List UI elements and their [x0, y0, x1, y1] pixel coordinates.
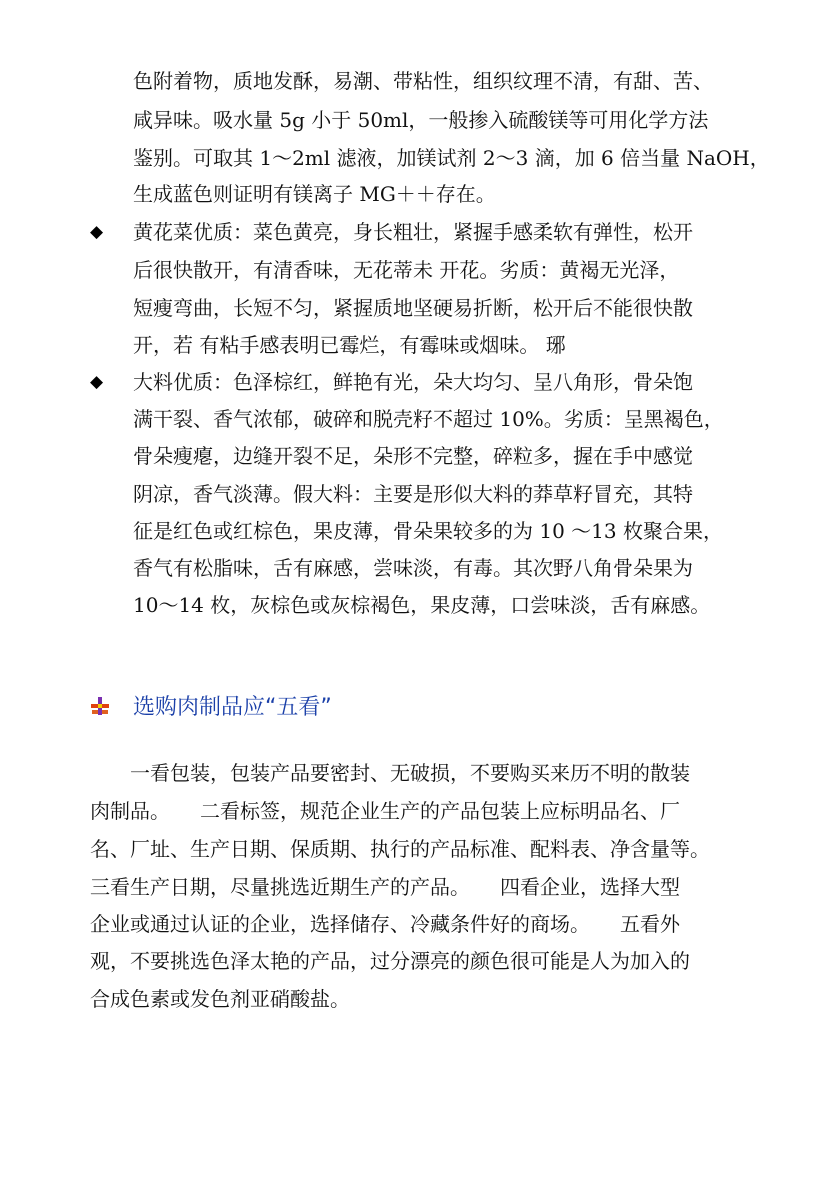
text-line: 短瘦弯曲，长短不匀，紧握质地坚硬易折断，松开后不能很快散: [133, 296, 693, 320]
text-line: 一看包装，包装产品要密封、无破损，不要购买来历不明的散装: [90, 761, 690, 785]
text-line: 色附着物，质地发酥，易潮、带粘性，组织纹理不清，有甜、苦、: [133, 69, 713, 93]
text-line: 观，不要挑选色泽太艳的产品，过分漂亮的颜色很可能是人为加入的: [90, 949, 690, 973]
bullet-diamond-icon: ◆: [90, 372, 104, 392]
text-line: 骨朵瘦瘪，边缝开裂不足，朵形不完整，碎粒多，握在手中感觉: [133, 444, 693, 468]
text-line: 征是红色或红棕色，果皮薄，骨朵果较多的为 10 ～13 枚聚合果，: [133, 519, 723, 543]
text-line: 生成蓝色则证明有镁离子 MG＋＋存在。: [133, 182, 496, 206]
text-line: 开，若 有粘手感表明已霉烂，有霉味或烟味。 琊: [133, 333, 566, 357]
text-line: 大料优质：色泽棕红，鲜艳有光，朵大均匀、呈八角形，骨朵饱: [133, 370, 693, 394]
text-line: 10～14 枚，灰棕色或灰棕褐色，果皮薄，口尝味淡，舌有麻感。: [133, 593, 711, 617]
text-line: 鉴别。可取其 1～2ml 滤液，加镁试剂 2～3 滴，加 6 倍当量 NaOH，: [133, 146, 770, 170]
text-line: 咸异味。吸水量 5g 小于 50ml，一般掺入硫酸镁等可用化学方法: [133, 108, 709, 132]
text-line: 后很快散开，有清香味，无花蒂未 开花。劣质：黄褐无光泽，: [133, 258, 680, 282]
text-line: 阴凉，香气淡薄。假大料：主要是形似大料的莽草籽冒充，其特: [133, 482, 693, 506]
section-title: 选购肉制品应“五看”: [133, 695, 332, 720]
text-line: 满干裂、香气浓郁，破碎和脱壳籽不超过 10%。劣质：呈黑褐色，: [133, 407, 724, 431]
text-line: 名、厂址、生产日期、保质期、执行的产品标准、配料表、净含量等。: [90, 837, 710, 861]
text-line: 香气有松脂味，舌有麻感，尝味淡，有毒。其次野八角骨朵果为: [133, 556, 693, 580]
text-line: 肉制品。 二看标签，规范企业生产的产品包装上应标明品名、厂: [90, 799, 680, 823]
bullet-diamond-icon: ◆: [90, 222, 104, 242]
text-line: 企业或通过认证的企业，选择储存、冷藏条件好的商场。 五看外: [90, 912, 680, 936]
text-line: 三看生产日期，尽量挑选近期生产的产品。 四看企业，选择大型: [90, 875, 680, 899]
diamond-star-icon: [90, 696, 110, 716]
text-line: 合成色素或发色剂亚硝酸盐。: [90, 987, 350, 1011]
text-line: 黄花菜优质：菜色黄亮，身长粗壮，紧握手感柔软有弹性，松开: [133, 220, 693, 244]
